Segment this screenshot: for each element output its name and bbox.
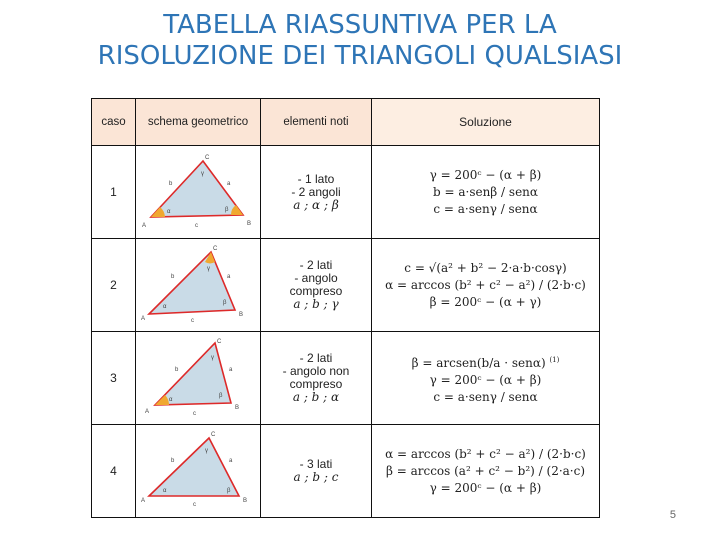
row-1-elementi [261,146,372,239]
side-a-label: a [229,366,233,373]
formula-text: β = arcsen(b/a · senα) [411,355,546,370]
vertex-c-label: C [205,154,210,161]
side-b-label: b [171,457,175,464]
side-a-label: a [229,457,233,464]
angle-gamma-label: γ [201,170,204,177]
formula: b = a·senβ / senα [432,185,539,199]
row-1-caso: 1 [92,146,136,239]
angle-alpha-label: α [163,487,167,494]
vertex-c-label: C [211,431,216,438]
vertex-a-label: A [145,408,150,415]
page-number: 5 [669,509,676,521]
vertex-b-label: B [235,404,240,411]
table-row [92,332,600,425]
row-1-elemento: - 2 angoli [291,184,341,199]
header-caso: caso [92,99,136,146]
row-2-elemento: compreso [289,284,343,298]
formula: c = a·senγ / senα [433,389,538,404]
angle-gamma-label: γ [205,447,208,454]
vertex-c-label: C [213,245,218,252]
table-header-row [92,99,600,146]
angle-gamma-label: γ [207,265,210,272]
row-3-elementi [261,332,372,425]
side-b-label: b [169,180,173,187]
side-c-label: c [193,410,196,417]
row-1-simboli: a ; α ; β [293,197,339,212]
table-row [92,425,600,518]
row-2-soluzione [372,239,600,332]
row-4-schema [136,425,261,518]
vertex-a-label: A [141,315,146,322]
formula [372,353,599,370]
formula: α = arccos (b² + c² − a²) / (2·b·c) [385,278,586,292]
header-elementi [261,99,372,146]
row-2-elementi [261,239,372,332]
row-1-soluzione [372,146,600,239]
angle-beta-label: β [223,299,227,306]
row-3-simboli: a ; b ; α [292,390,340,404]
title-line-2: RISOLUZIONE DEI TRIANGOLI QUALSIASI [97,41,623,71]
header-schema-label: schema geometrico [147,116,249,128]
formula: c = √(a² + b² − 2·a·b·cosγ) [404,261,567,275]
triangle-diagram-2 [139,244,257,324]
triangle-diagram-1 [139,151,257,231]
formula: α = arccos (b² + c² − a²) / (2·b·c) [385,447,586,461]
row-4-caso: 4 [92,425,136,518]
formula: γ = 200ᶜ − (α + β) [429,481,542,495]
side-c-label: c [195,222,198,229]
formula: γ = 200ᶜ − (α + β) [429,168,542,182]
side-c-label: c [193,501,196,508]
row-1-elemento: - 1 lato [297,171,335,186]
vertex-b-label: B [243,497,248,504]
row-3-schema [136,332,261,425]
row-2-simboli: a ; b ; γ [293,297,339,311]
angle-beta-label: β [225,206,229,213]
row-4-elemento: - 3 lati [299,457,333,471]
header-elementi-label: elementi noti [283,116,349,128]
header-soluzione: Soluzione [372,99,600,146]
row-3-elemento: - angolo non [282,364,350,378]
row-2-schema [136,239,261,332]
side-a-label: a [227,273,231,280]
vertex-b-label: B [247,220,252,227]
row-3-soluzione [372,332,600,425]
side-c-label: c [191,317,194,324]
row-4-elementi [261,425,372,518]
table-row [92,146,600,239]
vertex-a-label: A [141,497,146,504]
side-a-label: a [227,180,231,187]
formula: β = arccos (a² + c² − b²) / (2·a·c) [385,464,586,478]
title-line-1: TABELLA RIASSUNTIVA PER LA [163,10,557,40]
formula: c = a·senγ / senα [433,202,538,216]
row-1-schema [136,146,261,239]
angle-gamma-label: γ [211,354,214,361]
side-b-label: b [175,366,179,373]
formula: β = 200ᶜ − (α + γ) [429,295,542,309]
row-4-simboli: a ; b ; c [293,470,339,484]
angle-alpha-label: α [169,396,173,403]
row-4-soluzione [372,425,600,518]
row-2-elemento: - angolo [294,271,338,285]
table-row [92,239,600,332]
formula: γ = 200ᶜ − (α + β) [429,372,542,387]
row-2-elemento: - 2 lati [299,258,333,272]
side-b-label: b [171,273,175,280]
vertex-a-label: A [142,222,147,229]
angle-beta-label: β [227,487,231,494]
angle-alpha-label: α [163,303,167,310]
page-title [0,10,720,72]
vertex-c-label: C [217,338,222,345]
row-3-elemento: - 2 lati [299,351,333,365]
summary-table [91,98,600,518]
angle-alpha-label: α [167,208,171,215]
angle-beta-label: β [219,392,223,399]
row-3-elemento: compreso [289,377,343,391]
row-3-caso: 3 [92,332,136,425]
formula-note: (1) [549,355,560,364]
row-2-caso: 2 [92,239,136,332]
header-schema [136,99,261,146]
triangle-diagram-4 [139,430,257,510]
triangle-diagram-3 [139,337,257,417]
vertex-b-label: B [239,311,244,318]
